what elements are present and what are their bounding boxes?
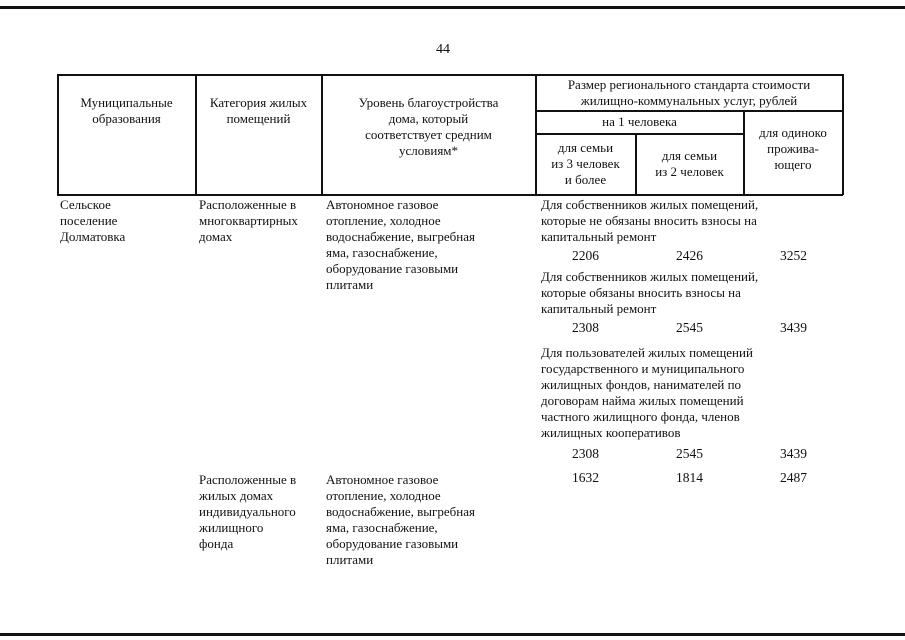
- row1-group2-value-single: 3439: [780, 320, 807, 335]
- row2-value-family3: 1632: [572, 470, 599, 485]
- header-family-2: для семьи из 2 человек: [655, 148, 724, 179]
- row1-group3-value-family3: 2308: [572, 446, 599, 461]
- row2-value-single: 2487: [780, 470, 807, 485]
- row1-group1-value-family2: 2426: [676, 248, 703, 263]
- municipality-cell: Сельское поселение Долматовка: [60, 197, 126, 244]
- standard-sub-line: [535, 110, 843, 112]
- row1-group2-value-family2: 2545: [676, 320, 703, 335]
- row1-group1-label: Для собственников жилых помещений, которые не обязаны вносить взносы на капитальный ремонт: [541, 197, 759, 244]
- col-line-1: [195, 74, 197, 195]
- row2-category: Расположенные в жилых домах индивидуального жилищного фонда: [199, 472, 297, 551]
- header-bottom-line: [57, 194, 843, 196]
- col-line-0: [57, 74, 59, 195]
- header-municipality: Муниципальные образования: [80, 95, 173, 126]
- page-number: 44: [436, 42, 450, 57]
- per-person-sub-line: [535, 133, 743, 135]
- row1-level: Автономное газовое отопление, холодное водоснабжение, выгребная яма, газоснабжение, оборудование газовыми плитами: [326, 197, 475, 292]
- row1-group1-value-single: 3252: [780, 248, 807, 263]
- header-category: Категория жилых помещений: [209, 95, 308, 126]
- row1-group3-label: Для пользователей жилых помещений государственного и муниципального жилищных фондов, нанимателей по договорам найма жилых помещений частного жилищного фонда, членов жилищных кооперативов: [541, 345, 753, 440]
- row1-category: Расположенные в многоквартирных домах: [199, 197, 298, 244]
- row2-value-family2: 1814: [676, 470, 703, 485]
- col-line-6: [842, 74, 844, 195]
- row1-group3-value-family2: 2545: [676, 446, 703, 461]
- header-single: для одиноко прожива- ющего: [759, 125, 827, 172]
- row1-group2-label: Для собственников жилых помещений, которые обязаны вносить взносы на капитальный ремонт: [541, 269, 759, 316]
- row2-level: Автономное газовое отопление, холодное водоснабжение, выгребная яма, газоснабжение, оборудование газовыми плитами: [326, 472, 475, 567]
- table-top-line: [57, 74, 843, 76]
- header-per-person: на 1 человека: [602, 114, 677, 129]
- top-border: [0, 6, 905, 9]
- row1-group3-value-single: 3439: [780, 446, 807, 461]
- header-family-3: для семьи из 3 человек и более: [551, 140, 620, 187]
- row1-group1-value-family3: 2206: [572, 248, 599, 263]
- header-standard: Размер регионального стандарта стоимости жилищно-коммунальных услуг, рублей: [567, 77, 811, 108]
- header-level: Уровень благоустройства дома, который соответствует средним условиям*: [358, 95, 499, 158]
- row1-group2-value-family3: 2308: [572, 320, 599, 335]
- bottom-border: [0, 633, 905, 636]
